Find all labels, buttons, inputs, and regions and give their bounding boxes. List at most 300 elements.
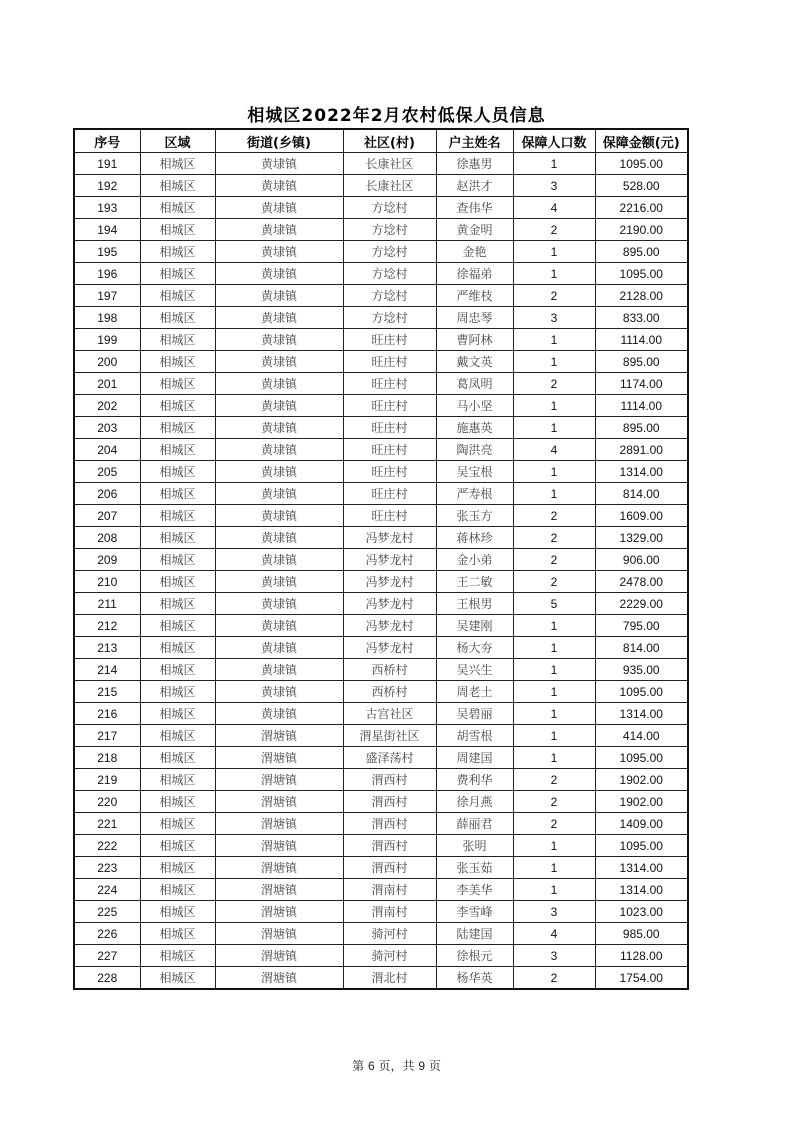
cell-district: 相城区 bbox=[140, 615, 215, 637]
footer-suffix: 页 bbox=[428, 1059, 441, 1073]
cell-town: 渭塘镇 bbox=[215, 747, 343, 769]
cell-serial-no: 206 bbox=[74, 483, 140, 505]
cell-town: 黄埭镇 bbox=[215, 549, 343, 571]
cell-district: 相城区 bbox=[140, 659, 215, 681]
cell-householder: 吴建刚 bbox=[436, 615, 513, 637]
cell-householder: 张玉茹 bbox=[436, 857, 513, 879]
cell-town: 黄埭镇 bbox=[215, 285, 343, 307]
table-row bbox=[74, 241, 688, 263]
cell-town: 渭塘镇 bbox=[215, 769, 343, 791]
cell-amount: 1902.00 bbox=[595, 791, 688, 813]
cell-serial-no: 209 bbox=[74, 549, 140, 571]
cell-covered-people: 1 bbox=[513, 857, 595, 879]
table-row bbox=[74, 681, 688, 703]
table-row bbox=[74, 615, 688, 637]
cell-householder: 李美华 bbox=[436, 879, 513, 901]
cell-community: 长康社区 bbox=[343, 153, 436, 175]
cell-serial-no: 204 bbox=[74, 439, 140, 461]
cell-community: 冯梦龙村 bbox=[343, 615, 436, 637]
cell-serial-no: 207 bbox=[74, 505, 140, 527]
cell-covered-people: 2 bbox=[513, 549, 595, 571]
cell-community: 方埝村 bbox=[343, 307, 436, 329]
cell-community: 旺庄村 bbox=[343, 483, 436, 505]
cell-district: 相城区 bbox=[140, 153, 215, 175]
cell-covered-people: 2 bbox=[513, 373, 595, 395]
cell-covered-people: 5 bbox=[513, 593, 595, 615]
cell-householder: 李雪峰 bbox=[436, 901, 513, 923]
cell-amount: 1409.00 bbox=[595, 813, 688, 835]
cell-amount: 414.00 bbox=[595, 725, 688, 747]
table-row bbox=[74, 527, 688, 549]
cell-town: 黄埭镇 bbox=[215, 439, 343, 461]
cell-town: 黄埭镇 bbox=[215, 395, 343, 417]
cell-district: 相城区 bbox=[140, 417, 215, 439]
cell-district: 相城区 bbox=[140, 307, 215, 329]
cell-householder: 蒋林珍 bbox=[436, 527, 513, 549]
cell-covered-people: 1 bbox=[513, 681, 595, 703]
cell-town: 黄埭镇 bbox=[215, 153, 343, 175]
cell-town: 渭塘镇 bbox=[215, 813, 343, 835]
cell-community: 古宫社区 bbox=[343, 703, 436, 725]
cell-district: 相城区 bbox=[140, 681, 215, 703]
cell-district: 相城区 bbox=[140, 483, 215, 505]
cell-community: 渭西村 bbox=[343, 813, 436, 835]
table-row bbox=[74, 329, 688, 351]
cell-community: 旺庄村 bbox=[343, 351, 436, 373]
cell-covered-people: 2 bbox=[513, 769, 595, 791]
cell-covered-people: 2 bbox=[513, 219, 595, 241]
cell-householder: 张明 bbox=[436, 835, 513, 857]
table-row bbox=[74, 637, 688, 659]
cell-covered-people: 2 bbox=[513, 791, 595, 813]
cell-town: 黄埭镇 bbox=[215, 505, 343, 527]
table-row bbox=[74, 857, 688, 879]
cell-serial-no: 214 bbox=[74, 659, 140, 681]
cell-community: 长康社区 bbox=[343, 175, 436, 197]
cell-town: 渭塘镇 bbox=[215, 967, 343, 990]
cell-community: 旺庄村 bbox=[343, 417, 436, 439]
cell-covered-people: 1 bbox=[513, 637, 595, 659]
cell-covered-people: 1 bbox=[513, 659, 595, 681]
cell-covered-people: 1 bbox=[513, 483, 595, 505]
table-row bbox=[74, 791, 688, 813]
cell-community: 骑河村 bbox=[343, 945, 436, 967]
table-row bbox=[74, 769, 688, 791]
table-row bbox=[74, 725, 688, 747]
cell-district: 相城区 bbox=[140, 351, 215, 373]
table-row bbox=[74, 835, 688, 857]
cell-community: 渭南村 bbox=[343, 901, 436, 923]
table-row bbox=[74, 461, 688, 483]
cell-householder: 戴文英 bbox=[436, 351, 513, 373]
cell-householder: 王二敏 bbox=[436, 571, 513, 593]
cell-amount: 1609.00 bbox=[595, 505, 688, 527]
cell-community: 西桥村 bbox=[343, 681, 436, 703]
cell-community: 渭西村 bbox=[343, 857, 436, 879]
table-row bbox=[74, 659, 688, 681]
cell-amount: 2478.00 bbox=[595, 571, 688, 593]
cell-district: 相城区 bbox=[140, 637, 215, 659]
cell-householder: 徐福弟 bbox=[436, 263, 513, 285]
cell-amount: 1095.00 bbox=[595, 747, 688, 769]
cell-town: 黄埭镇 bbox=[215, 571, 343, 593]
cell-district: 相城区 bbox=[140, 219, 215, 241]
cell-householder: 陶洪亮 bbox=[436, 439, 513, 461]
cell-covered-people: 2 bbox=[513, 571, 595, 593]
cell-amount: 895.00 bbox=[595, 241, 688, 263]
header-town: 街道(乡镇) bbox=[215, 129, 343, 153]
cell-district: 相城区 bbox=[140, 197, 215, 219]
cell-community: 旺庄村 bbox=[343, 373, 436, 395]
table-row bbox=[74, 307, 688, 329]
cell-amount: 1314.00 bbox=[595, 461, 688, 483]
footer-mid: 页，共 bbox=[378, 1059, 415, 1073]
table-row bbox=[74, 967, 688, 990]
cell-town: 黄埭镇 bbox=[215, 175, 343, 197]
cell-town: 黄埭镇 bbox=[215, 659, 343, 681]
cell-district: 相城区 bbox=[140, 571, 215, 593]
cell-covered-people: 2 bbox=[513, 813, 595, 835]
cell-community: 冯梦龙村 bbox=[343, 593, 436, 615]
cell-householder: 张玉方 bbox=[436, 505, 513, 527]
cell-amount: 814.00 bbox=[595, 637, 688, 659]
cell-covered-people: 1 bbox=[513, 329, 595, 351]
cell-town: 黄埭镇 bbox=[215, 351, 343, 373]
cell-town: 渭塘镇 bbox=[215, 725, 343, 747]
cell-householder: 黄金明 bbox=[436, 219, 513, 241]
cell-district: 相城区 bbox=[140, 461, 215, 483]
cell-district: 相城区 bbox=[140, 395, 215, 417]
cell-amount: 833.00 bbox=[595, 307, 688, 329]
table-row bbox=[74, 395, 688, 417]
cell-covered-people: 1 bbox=[513, 351, 595, 373]
cell-town: 黄埭镇 bbox=[215, 219, 343, 241]
cell-covered-people: 1 bbox=[513, 263, 595, 285]
header-community: 社区(村) bbox=[343, 129, 436, 153]
cell-covered-people: 1 bbox=[513, 461, 595, 483]
cell-district: 相城区 bbox=[140, 769, 215, 791]
cell-community: 方埝村 bbox=[343, 263, 436, 285]
cell-town: 黄埭镇 bbox=[215, 263, 343, 285]
cell-covered-people: 1 bbox=[513, 395, 595, 417]
cell-town: 渭塘镇 bbox=[215, 901, 343, 923]
cell-town: 黄埭镇 bbox=[215, 197, 343, 219]
page-footer bbox=[0, 1057, 793, 1074]
cell-district: 相城区 bbox=[140, 549, 215, 571]
cell-householder: 徐惠男 bbox=[436, 153, 513, 175]
cell-amount: 1114.00 bbox=[595, 395, 688, 417]
cell-serial-no: 202 bbox=[74, 395, 140, 417]
cell-town: 黄埭镇 bbox=[215, 417, 343, 439]
cell-householder: 薛丽君 bbox=[436, 813, 513, 835]
cell-community: 旺庄村 bbox=[343, 505, 436, 527]
cell-amount: 1314.00 bbox=[595, 857, 688, 879]
cell-serial-no: 211 bbox=[74, 593, 140, 615]
table-row bbox=[74, 483, 688, 505]
cell-town: 黄埭镇 bbox=[215, 329, 343, 351]
cell-amount: 2128.00 bbox=[595, 285, 688, 307]
table-row bbox=[74, 439, 688, 461]
cell-district: 相城区 bbox=[140, 945, 215, 967]
cell-town: 黄埭镇 bbox=[215, 461, 343, 483]
table-row bbox=[74, 417, 688, 439]
cell-district: 相城区 bbox=[140, 835, 215, 857]
cell-householder: 徐月燕 bbox=[436, 791, 513, 813]
welfare-roster-table bbox=[73, 128, 689, 990]
cell-district: 相城区 bbox=[140, 967, 215, 990]
cell-covered-people: 2 bbox=[513, 967, 595, 990]
cell-serial-no: 210 bbox=[74, 571, 140, 593]
cell-amount: 1174.00 bbox=[595, 373, 688, 395]
table-row bbox=[74, 153, 688, 175]
cell-community: 渭西村 bbox=[343, 835, 436, 857]
cell-district: 相城区 bbox=[140, 725, 215, 747]
cell-district: 相城区 bbox=[140, 439, 215, 461]
cell-serial-no: 215 bbox=[74, 681, 140, 703]
cell-serial-no: 221 bbox=[74, 813, 140, 835]
cell-serial-no: 212 bbox=[74, 615, 140, 637]
table-row bbox=[74, 373, 688, 395]
cell-householder: 金小弟 bbox=[436, 549, 513, 571]
cell-town: 黄埭镇 bbox=[215, 483, 343, 505]
cell-district: 相城区 bbox=[140, 813, 215, 835]
header-serial-no: 序号 bbox=[74, 129, 140, 153]
cell-town: 黄埭镇 bbox=[215, 527, 343, 549]
cell-amount: 1902.00 bbox=[595, 769, 688, 791]
cell-covered-people: 4 bbox=[513, 439, 595, 461]
cell-serial-no: 228 bbox=[74, 967, 140, 990]
cell-householder: 严维枝 bbox=[436, 285, 513, 307]
cell-district: 相城区 bbox=[140, 329, 215, 351]
cell-householder: 周忠琴 bbox=[436, 307, 513, 329]
cell-district: 相城区 bbox=[140, 241, 215, 263]
cell-district: 相城区 bbox=[140, 747, 215, 769]
cell-community: 方埝村 bbox=[343, 285, 436, 307]
current-page-number: 6 bbox=[367, 1059, 375, 1073]
cell-community: 旺庄村 bbox=[343, 461, 436, 483]
cell-householder: 曹阿林 bbox=[436, 329, 513, 351]
cell-covered-people: 1 bbox=[513, 835, 595, 857]
table-row bbox=[74, 703, 688, 725]
cell-district: 相城区 bbox=[140, 901, 215, 923]
cell-community: 旺庄村 bbox=[343, 439, 436, 461]
cell-amount: 2190.00 bbox=[595, 219, 688, 241]
cell-householder: 杨华英 bbox=[436, 967, 513, 990]
cell-amount: 1329.00 bbox=[595, 527, 688, 549]
cell-covered-people: 2 bbox=[513, 285, 595, 307]
cell-covered-people: 1 bbox=[513, 615, 595, 637]
header-district: 区域 bbox=[140, 129, 215, 153]
cell-serial-no: 217 bbox=[74, 725, 140, 747]
cell-serial-no: 218 bbox=[74, 747, 140, 769]
cell-district: 相城区 bbox=[140, 527, 215, 549]
cell-serial-no: 198 bbox=[74, 307, 140, 329]
table-row bbox=[74, 285, 688, 307]
cell-covered-people: 4 bbox=[513, 923, 595, 945]
cell-householder: 徐根元 bbox=[436, 945, 513, 967]
cell-householder: 葛凤明 bbox=[436, 373, 513, 395]
cell-serial-no: 199 bbox=[74, 329, 140, 351]
cell-town: 黄埭镇 bbox=[215, 307, 343, 329]
cell-householder: 费利华 bbox=[436, 769, 513, 791]
cell-covered-people: 2 bbox=[513, 527, 595, 549]
table-body bbox=[74, 153, 688, 990]
cell-serial-no: 227 bbox=[74, 945, 140, 967]
cell-community: 渭南村 bbox=[343, 879, 436, 901]
cell-district: 相城区 bbox=[140, 923, 215, 945]
cell-householder: 王根男 bbox=[436, 593, 513, 615]
cell-householder: 杨大夯 bbox=[436, 637, 513, 659]
cell-householder: 严寿根 bbox=[436, 483, 513, 505]
cell-community: 方埝村 bbox=[343, 241, 436, 263]
cell-town: 渭塘镇 bbox=[215, 879, 343, 901]
cell-amount: 795.00 bbox=[595, 615, 688, 637]
table-row bbox=[74, 879, 688, 901]
cell-serial-no: 222 bbox=[74, 835, 140, 857]
cell-community: 渭西村 bbox=[343, 769, 436, 791]
cell-amount: 895.00 bbox=[595, 351, 688, 373]
cell-town: 黄埭镇 bbox=[215, 593, 343, 615]
cell-serial-no: 200 bbox=[74, 351, 140, 373]
cell-community: 旺庄村 bbox=[343, 329, 436, 351]
cell-community: 冯梦龙村 bbox=[343, 571, 436, 593]
cell-serial-no: 219 bbox=[74, 769, 140, 791]
cell-district: 相城区 bbox=[140, 263, 215, 285]
table-row bbox=[74, 571, 688, 593]
cell-amount: 1754.00 bbox=[595, 967, 688, 990]
table-row bbox=[74, 945, 688, 967]
document-title: 相城区2022年2月农村低保人员信息 bbox=[247, 106, 546, 126]
cell-householder: 吴兴生 bbox=[436, 659, 513, 681]
footer-prefix: 第 bbox=[352, 1059, 365, 1073]
cell-serial-no: 224 bbox=[74, 879, 140, 901]
cell-covered-people: 3 bbox=[513, 307, 595, 329]
cell-amount: 2216.00 bbox=[595, 197, 688, 219]
cell-serial-no: 194 bbox=[74, 219, 140, 241]
cell-community: 西桥村 bbox=[343, 659, 436, 681]
cell-community: 旺庄村 bbox=[343, 395, 436, 417]
cell-community: 冯梦龙村 bbox=[343, 527, 436, 549]
cell-amount: 1114.00 bbox=[595, 329, 688, 351]
cell-amount: 1023.00 bbox=[595, 901, 688, 923]
table-row bbox=[74, 593, 688, 615]
cell-serial-no: 197 bbox=[74, 285, 140, 307]
table-row bbox=[74, 813, 688, 835]
cell-community: 渭星街社区 bbox=[343, 725, 436, 747]
cell-serial-no: 220 bbox=[74, 791, 140, 813]
cell-town: 渭塘镇 bbox=[215, 923, 343, 945]
table-row bbox=[74, 923, 688, 945]
cell-householder: 陆建国 bbox=[436, 923, 513, 945]
cell-serial-no: 191 bbox=[74, 153, 140, 175]
cell-district: 相城区 bbox=[140, 285, 215, 307]
cell-householder: 吴碧丽 bbox=[436, 703, 513, 725]
cell-district: 相城区 bbox=[140, 703, 215, 725]
cell-covered-people: 1 bbox=[513, 417, 595, 439]
cell-amount: 528.00 bbox=[595, 175, 688, 197]
cell-serial-no: 201 bbox=[74, 373, 140, 395]
cell-covered-people: 1 bbox=[513, 241, 595, 263]
cell-covered-people: 1 bbox=[513, 879, 595, 901]
cell-covered-people: 4 bbox=[513, 197, 595, 219]
cell-amount: 1128.00 bbox=[595, 945, 688, 967]
header-covered-people: 保障人口数 bbox=[513, 129, 595, 153]
cell-serial-no: 205 bbox=[74, 461, 140, 483]
cell-householder: 周建国 bbox=[436, 747, 513, 769]
cell-district: 相城区 bbox=[140, 791, 215, 813]
cell-serial-no: 216 bbox=[74, 703, 140, 725]
cell-amount: 1314.00 bbox=[595, 879, 688, 901]
cell-amount: 985.00 bbox=[595, 923, 688, 945]
cell-amount: 895.00 bbox=[595, 417, 688, 439]
cell-town: 黄埭镇 bbox=[215, 373, 343, 395]
cell-town: 黄埭镇 bbox=[215, 681, 343, 703]
table-row bbox=[74, 175, 688, 197]
cell-serial-no: 193 bbox=[74, 197, 140, 219]
cell-community: 盛泽荡村 bbox=[343, 747, 436, 769]
cell-amount: 814.00 bbox=[595, 483, 688, 505]
cell-covered-people: 1 bbox=[513, 747, 595, 769]
cell-district: 相城区 bbox=[140, 879, 215, 901]
table-row bbox=[74, 747, 688, 769]
cell-covered-people: 1 bbox=[513, 703, 595, 725]
cell-town: 黄埭镇 bbox=[215, 703, 343, 725]
header-householder: 户主姓名 bbox=[436, 129, 513, 153]
cell-serial-no: 196 bbox=[74, 263, 140, 285]
cell-town: 渭塘镇 bbox=[215, 857, 343, 879]
cell-community: 骑河村 bbox=[343, 923, 436, 945]
cell-householder: 吴宝根 bbox=[436, 461, 513, 483]
cell-town: 渭塘镇 bbox=[215, 835, 343, 857]
cell-community: 渭西村 bbox=[343, 791, 436, 813]
cell-serial-no: 195 bbox=[74, 241, 140, 263]
table-row bbox=[74, 219, 688, 241]
cell-amount: 1095.00 bbox=[595, 681, 688, 703]
cell-serial-no: 213 bbox=[74, 637, 140, 659]
cell-covered-people: 3 bbox=[513, 945, 595, 967]
cell-covered-people: 2 bbox=[513, 505, 595, 527]
cell-amount: 2229.00 bbox=[595, 593, 688, 615]
table-row bbox=[74, 901, 688, 923]
cell-district: 相城区 bbox=[140, 593, 215, 615]
header-amount: 保障金额(元) bbox=[595, 129, 688, 153]
table-header-row bbox=[74, 129, 688, 153]
cell-district: 相城区 bbox=[140, 857, 215, 879]
cell-covered-people: 1 bbox=[513, 153, 595, 175]
cell-district: 相城区 bbox=[140, 175, 215, 197]
cell-householder: 赵洪才 bbox=[436, 175, 513, 197]
cell-amount: 2891.00 bbox=[595, 439, 688, 461]
cell-serial-no: 203 bbox=[74, 417, 140, 439]
cell-town: 黄埭镇 bbox=[215, 637, 343, 659]
cell-community: 冯梦龙村 bbox=[343, 637, 436, 659]
cell-amount: 1314.00 bbox=[595, 703, 688, 725]
cell-community: 方埝村 bbox=[343, 219, 436, 241]
cell-town: 渭塘镇 bbox=[215, 945, 343, 967]
cell-serial-no: 208 bbox=[74, 527, 140, 549]
table-row bbox=[74, 351, 688, 373]
cell-amount: 1095.00 bbox=[595, 263, 688, 285]
cell-serial-no: 226 bbox=[74, 923, 140, 945]
cell-serial-no: 223 bbox=[74, 857, 140, 879]
cell-householder: 胡雪根 bbox=[436, 725, 513, 747]
total-page-count: 9 bbox=[418, 1059, 426, 1073]
cell-town: 黄埭镇 bbox=[215, 241, 343, 263]
cell-town: 黄埭镇 bbox=[215, 615, 343, 637]
cell-covered-people: 3 bbox=[513, 175, 595, 197]
cell-amount: 1095.00 bbox=[595, 153, 688, 175]
table-row bbox=[74, 549, 688, 571]
